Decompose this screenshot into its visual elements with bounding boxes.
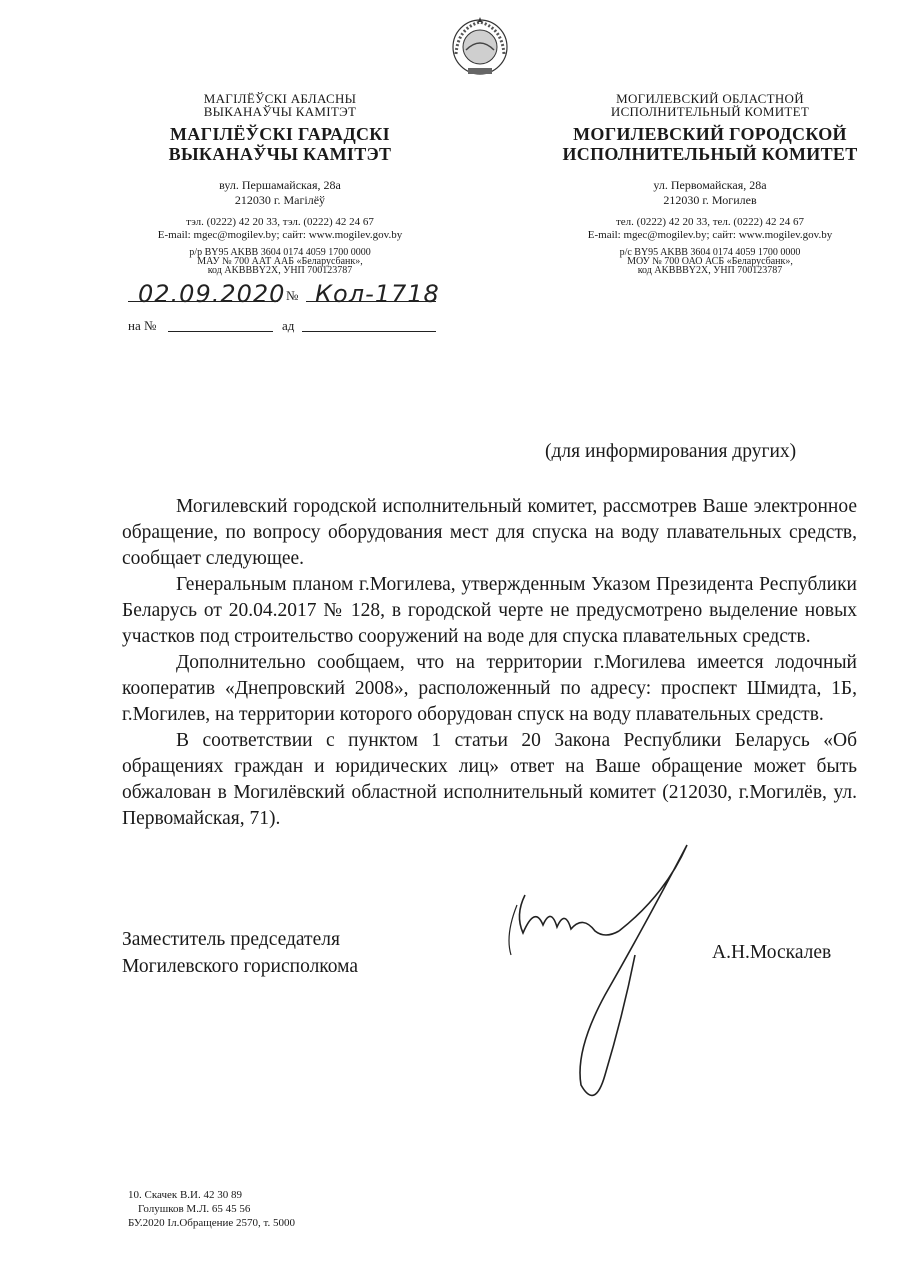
addressee: (для информирования других) bbox=[545, 441, 797, 462]
footer-line2: Голушков М.Л. 65 45 56 bbox=[138, 1203, 251, 1215]
body-paragraph-3: Дополнительно сообщаем, что на территории г.Могилева имеется лодочный кооператив «Днепровский 2008», расположенный по адресу: проспект Шмидта, 1Б, г.Могилев, на территории которого оборудован спуск на воду плавательных средств. bbox=[122, 652, 857, 725]
state-emblem-icon bbox=[448, 14, 512, 78]
header-left-org-line1: МАГІЛЁЎСКІ АБЛАСНЫ bbox=[203, 91, 357, 106]
handwritten-signature bbox=[495, 835, 705, 1115]
header-left-bank-line2: МАУ № 700 ААТ ААБ «Беларусбанк», bbox=[197, 256, 363, 267]
registration-date: 02.09.2020 bbox=[138, 280, 286, 308]
reference-label: на № bbox=[128, 318, 157, 333]
header-right-address-line1: ул. Первомайская, 28а bbox=[653, 178, 767, 192]
header-left bbox=[120, 92, 440, 275]
header-left-email: E-mail: mgec@mogilev.by; сайт: www.mogilev.gov.by bbox=[157, 229, 403, 241]
header-left-address-line2: 212030 г. Магілёў bbox=[234, 193, 326, 207]
signature-title bbox=[122, 926, 358, 980]
registration-number: Кол-1718 bbox=[315, 280, 440, 308]
header-right-phone: тел. (0222) 42 20 33, тел. (0222) 42 24 67 bbox=[615, 216, 804, 228]
reference-number-line bbox=[168, 330, 273, 332]
header-right-name-line2: ИСПОЛНИТЕЛЬНЫЙ КОМИТЕТ bbox=[562, 144, 858, 164]
header-right-bank-line2: МОУ № 700 ОАО АСБ «Беларусбанк», bbox=[627, 256, 793, 267]
header-left-bank-line1: р/р BY95 AKBB 3604 0174 4059 1700 0000 bbox=[189, 247, 371, 258]
header-right-bank-line3: код AKBBBY2X, УНП 700123787 bbox=[637, 265, 783, 276]
header-left-address-line1: вул. Першамайская, 28а bbox=[219, 178, 341, 192]
header-right-org-line1: МОГИЛЕВСКИЙ ОБЛАСТНОЙ bbox=[616, 91, 804, 106]
registration-number-label: № bbox=[286, 288, 299, 303]
header-right-name-line1: МОГИЛЕВСКИЙ ГОРОДСКОЙ bbox=[573, 124, 847, 144]
header-left-phone: тэл. (0222) 42 20 33, тэл. (0222) 42 24 67 bbox=[186, 216, 374, 228]
header-left-name-line1: МАГІЛЁЎСКІ ГАРАДСКІ bbox=[170, 124, 390, 144]
header-right bbox=[540, 92, 880, 275]
letter-body bbox=[122, 494, 857, 832]
header-left-bank-line3: код AKBBBY2X, УНП 700123787 bbox=[207, 265, 353, 276]
header-right-address-line2: 212030 г. Могилев bbox=[663, 193, 757, 207]
registration-date-line bbox=[128, 300, 278, 302]
header-right-email: E-mail: mgec@mogilev.by; сайт: www.mogilev.gov.by bbox=[587, 229, 833, 241]
footer-line1: 10. Скачек В.И. 42 30 89 bbox=[128, 1189, 242, 1201]
header-left-name-line2: ВЫКАНАЎЧЫ КАМІТЭТ bbox=[168, 144, 392, 164]
header-right-bank-line1: р/с BY95 AKBB 3604 0174 4059 1700 0000 bbox=[619, 247, 801, 258]
header-left-org-line2: ВЫКАНАЎЧЫ КАМІТЭТ bbox=[203, 104, 357, 119]
header-right-org-line2: ИСПОЛНИТЕЛЬНЫЙ КОМИТЕТ bbox=[610, 104, 810, 119]
footer-line3: БУ.2020 Іл.Обращение 2570, т. 5000 bbox=[128, 1217, 295, 1229]
reference-date-line bbox=[302, 330, 436, 332]
signature-title-line2: Могилевского горисполкома bbox=[122, 956, 359, 977]
registration-number-line bbox=[306, 300, 436, 302]
signatory-name: А.Н.Москалев bbox=[712, 942, 832, 963]
reference-from-label: ад bbox=[282, 318, 295, 333]
signature-title-line1: Заместитель председателя bbox=[122, 929, 340, 950]
body-paragraph-1: Могилевский городской исполнительный комитет, рассмотрев Ваше электронное обращение, по вопросу оборудования мест для спуска на воду плавательных средств, сообщает следующее. bbox=[122, 496, 857, 569]
body-paragraph-4: В соответствии с пунктом 1 статьи 20 Закона Республики Беларусь «Об обращениях граждан и юридических лиц» ответ на Ваше обращение может быть обжалован в Могилёвский областной исполнительный комитет (212030, г.Могилёв, ул. Первомайская, 71). bbox=[122, 730, 857, 829]
body-paragraph-2: Генеральным планом г.Могилева, утвержденным Указом Президента Республики Беларусь от 20.04.2017 № 128, в городской черте не предусмотрено выделение новых участков под строительство сооружений на воде для спуска плавательных средств. bbox=[122, 574, 857, 647]
